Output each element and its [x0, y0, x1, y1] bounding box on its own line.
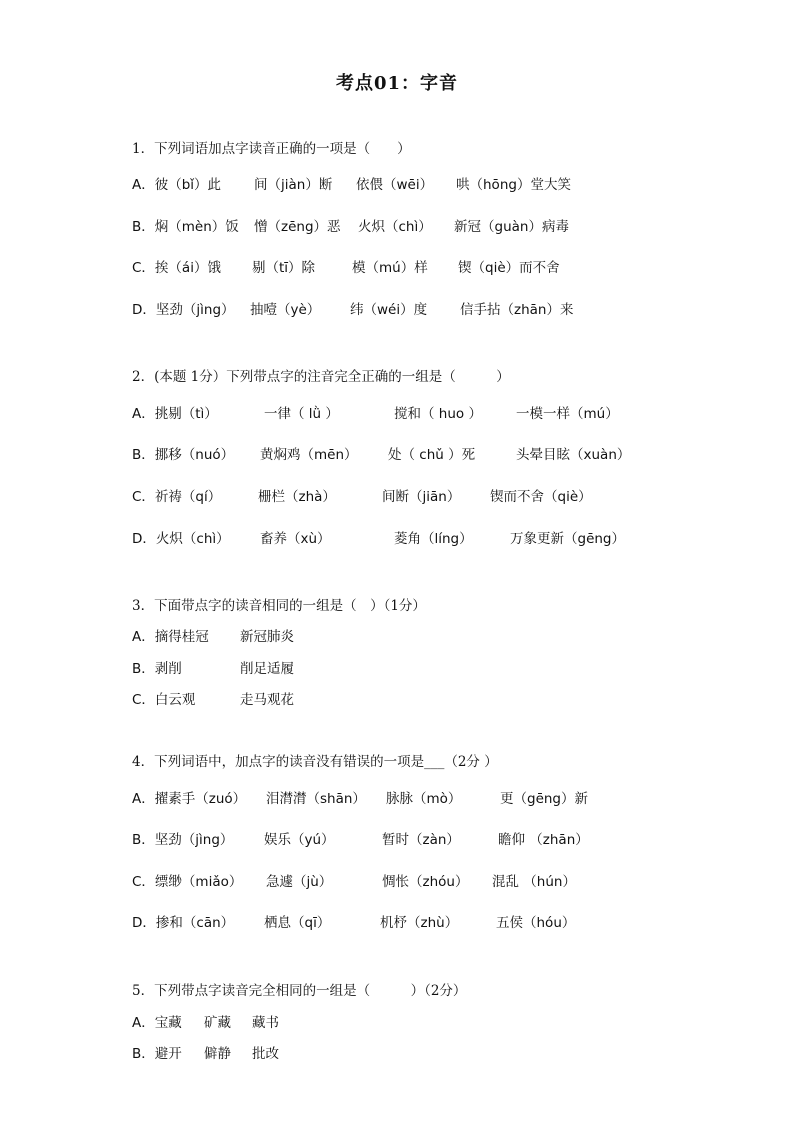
option-text: 批改 — [252, 1046, 279, 1062]
option-text: B．坚劲（jìng） — [132, 832, 234, 848]
option-text: 藏书 — [252, 1015, 279, 1031]
option-text: 黄焖鸡（mēn） — [260, 447, 358, 463]
option-text: 剔（tī）除 — [252, 260, 316, 276]
option-text: 间（jiàn）断 — [254, 177, 333, 193]
option-text: 间断（jiān） — [382, 489, 461, 505]
option-text: B．焖（mèn）饭 — [132, 219, 239, 235]
option-text: 畜养（xù） — [260, 531, 331, 547]
option-text: 万象更新（gēng） — [510, 531, 626, 547]
option-text: 走马观花 — [240, 692, 294, 708]
option-text: 依偎（wēi） — [356, 177, 434, 193]
option-text: 栅栏（zhà） — [258, 489, 336, 505]
option-text: 急遽（jù） — [266, 874, 333, 890]
page-title: 考点01：字音 — [335, 73, 459, 94]
option-text: 削足适履 — [240, 661, 294, 677]
option-text: 信手拈（zhān）来 — [460, 302, 574, 318]
option-text: 泪潸潸（shān） — [266, 791, 366, 807]
option-text: 娱乐（yú） — [264, 832, 335, 848]
question-4-stem: 4．下列词语中，加点字的读音没有错误的一项是___（2分 ） — [132, 754, 498, 770]
option-text: D．掺和（cān） — [132, 915, 235, 931]
option-text: 火炽（chì） — [358, 219, 432, 235]
option-text: B．剥削 — [132, 661, 182, 677]
option-text: C．祈祷（qí） — [132, 489, 222, 505]
option-text: B．挪移（nuó） — [132, 447, 235, 463]
option-text: 新冠肺炎 — [240, 629, 294, 645]
option-text: 搅和（ huo ） — [394, 406, 482, 422]
option-text: 锲而不舍（qiè） — [490, 489, 592, 505]
question-5-stem: 5．下列带点字读音完全相同的一组是（ ）（2分） — [132, 983, 467, 999]
option-text: 更（gēng）新 — [500, 791, 589, 807]
option-text: D．火炽（chì） — [132, 531, 230, 547]
option-text: 抽噎（yè） — [250, 302, 321, 318]
option-text: A．挑剔（tì） — [132, 406, 218, 422]
option-text: 僻静 — [204, 1046, 231, 1062]
option-text: 矿藏 — [204, 1015, 231, 1031]
option-text: 暂时（zàn） — [382, 832, 460, 848]
option-text: 哄（hōng）堂大笑 — [456, 177, 571, 193]
question-3-stem: 3．下面带点字的读音相同的一组是（ ）（1分） — [132, 598, 426, 614]
option-text: 机杼（zhù） — [380, 915, 459, 931]
option-text: 混乱 （hún） — [492, 874, 576, 890]
option-text: 模（mú）样 — [352, 260, 428, 276]
option-text: 纬（wéi）度 — [350, 302, 428, 318]
option-text: 菱角（líng） — [394, 531, 473, 547]
option-text: 五侯（hóu） — [496, 915, 576, 931]
option-text: C．白云观 — [132, 692, 196, 708]
option-text: 新冠（guàn）病毒 — [454, 219, 569, 235]
option-text: A．宝藏 — [132, 1015, 182, 1031]
option-text: 脉脉（mò） — [386, 791, 462, 807]
option-text: 栖息（qī） — [264, 915, 331, 931]
option-text: 一模一样（mú） — [516, 406, 619, 422]
option-text: 瞻仰 （zhān） — [498, 832, 589, 848]
option-text: C．挨（ái）饿 — [132, 260, 221, 276]
option-text: 处（ chǔ ）死 — [388, 447, 476, 463]
option-text: 头晕目眩（xuàn） — [516, 447, 631, 463]
question-1-stem: 1．下列词语加点字读音正确的一项是（ ） — [132, 141, 411, 157]
option-text: A．擢素手（zuó） — [132, 791, 247, 807]
question-2-stem: 2．(本题 1分）下列带点字的注音完全正确的一组是（ ） — [132, 369, 510, 385]
option-text: B．避开 — [132, 1046, 182, 1062]
option-text: A．彼（bǐ）此 — [132, 177, 222, 193]
option-text: 锲（qiè）而不舍 — [458, 260, 560, 276]
option-text: C．缥缈（miǎo） — [132, 874, 243, 890]
option-text: D．坚劲（jìng） — [132, 302, 235, 318]
option-text: A．摘得桂冠 — [132, 629, 209, 645]
option-text: 憎（zēng）恶 — [254, 219, 341, 235]
option-text: 惆怅（zhóu） — [382, 874, 469, 890]
option-text: 一律（ lǜ ） — [264, 406, 339, 422]
